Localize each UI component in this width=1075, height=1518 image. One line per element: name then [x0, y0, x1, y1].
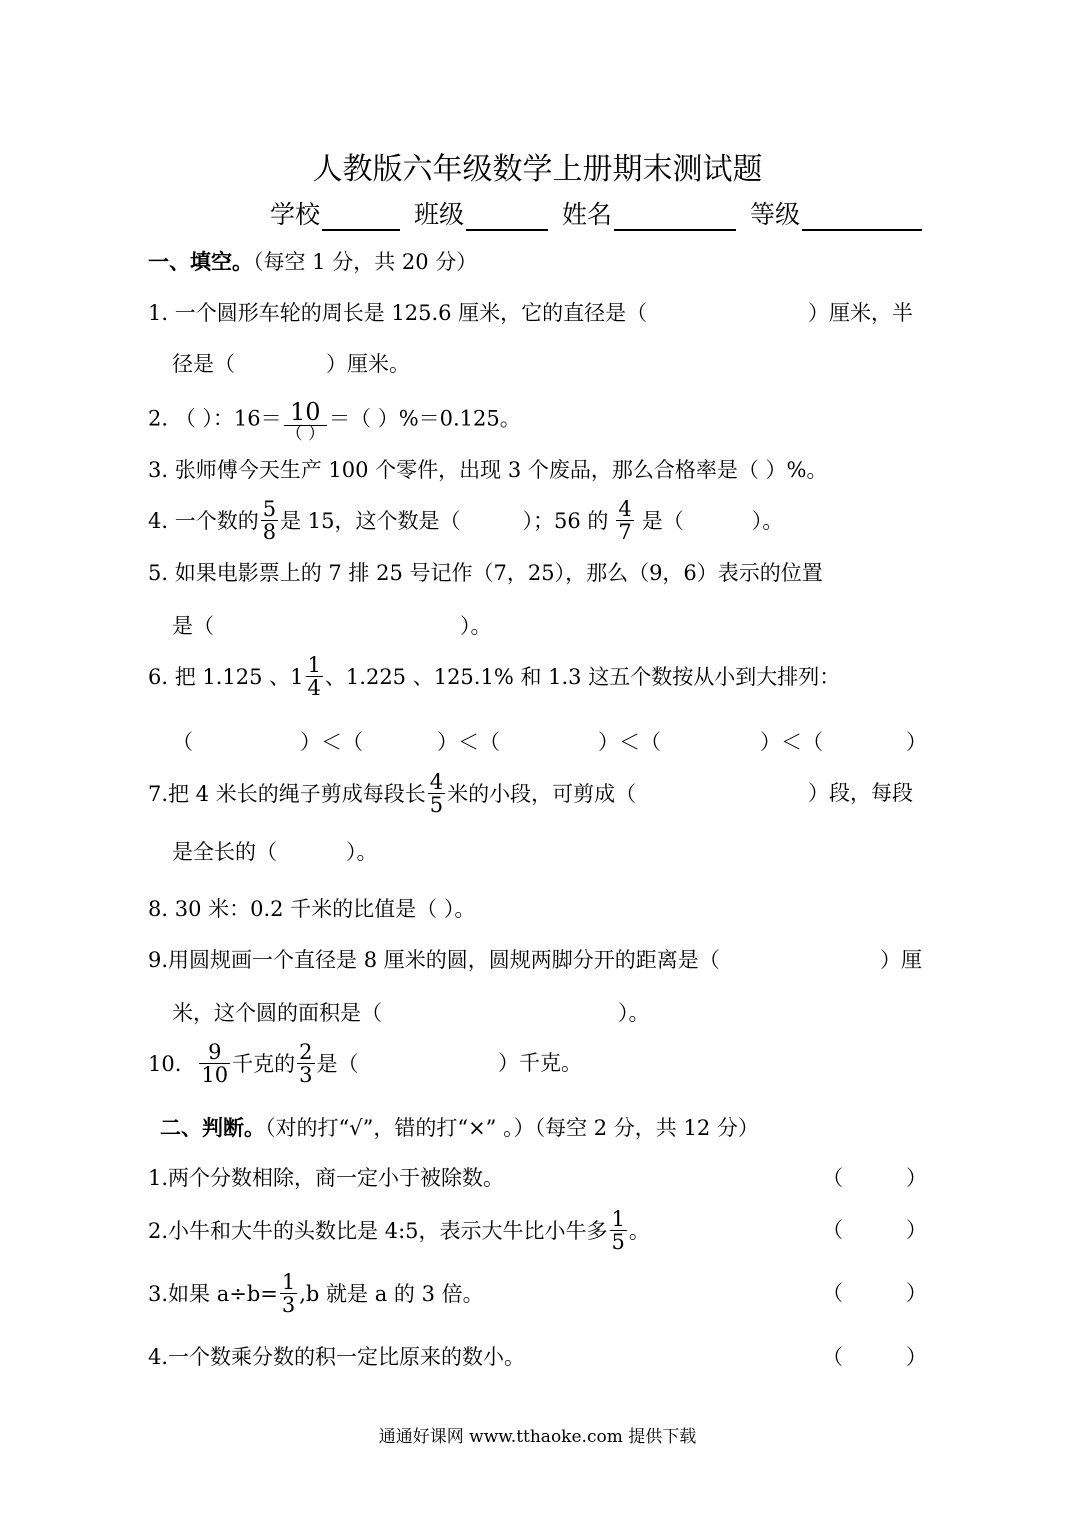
q6-fraction — [306, 654, 323, 699]
q6-order-p1: ）＜（ — [300, 730, 363, 754]
q7-f-num: 4 — [429, 770, 444, 794]
question-7-line2 — [172, 832, 277, 872]
question-10-end — [498, 1043, 582, 1083]
judge-4-text: 4.一个数乘分数的积一定比原来的数小。 — [148, 1345, 526, 1369]
q4-fraction-2 — [616, 498, 633, 543]
q5-text-b: 是（ — [172, 614, 214, 638]
q6-order-p0: （ — [172, 730, 193, 754]
q7-text-e: ）。 — [346, 840, 378, 864]
info-label-class: 班级 — [414, 200, 465, 229]
question-3 — [148, 450, 827, 490]
q6-f-num: 1 — [307, 653, 321, 677]
question-7-line2-end — [346, 832, 378, 872]
footer-text: 通通好课网 www.tthaoke.com 提供下载 — [378, 1427, 697, 1447]
q1-text-d: ）厘米。 — [326, 352, 410, 376]
q7-f-den: 5 — [429, 793, 444, 818]
section1-heading: 一、填空。 — [148, 249, 253, 274]
q2-frac-num: 10 — [284, 400, 327, 426]
q6-order-p2: ）＜（ — [437, 730, 500, 754]
question-1-line1 — [148, 293, 647, 333]
question-1-line1-end — [808, 293, 913, 333]
q6-order-p5: ） — [906, 730, 927, 754]
q4-text-d: 是（ — [641, 509, 684, 534]
section1-header — [148, 242, 477, 282]
class-blank[interactable] — [466, 199, 548, 231]
q6-text-b: 、1.225 、125.1% 和 1.3 这五个数按从小到大排列： — [324, 665, 841, 690]
question-5-line2-end — [460, 606, 492, 646]
school-blank[interactable] — [322, 199, 400, 231]
q2-text-a: 2. （ ）：16＝ — [148, 406, 282, 431]
info-label-grade: 等级 — [750, 200, 801, 229]
student-info-row — [270, 195, 922, 231]
judge-4 — [148, 1337, 525, 1377]
q1-text-a: 1. 一个圆形车轮的周长是 125.6 厘米，它的直径是（ — [148, 301, 648, 325]
question-6 — [148, 653, 841, 701]
section2-header — [160, 1108, 759, 1148]
judge-4-paren-right: ） — [906, 1345, 927, 1369]
q6-text-a: 6. 把 1.125 、1 — [148, 665, 304, 690]
judge-1-paren-right: ） — [906, 1166, 927, 1190]
q5-text-a: 5. 如果电影票上的 7 排 25 号记作（7，25），那么（9，6）表示的位置 — [148, 561, 823, 585]
judge-1-paren-left: （ — [822, 1166, 843, 1190]
q10-text-a: 10. — [148, 1052, 182, 1077]
judge-2-text-b: 。 — [628, 1219, 650, 1244]
q9-text-a: 9.用圆规画一个直径是 8 厘米的圆，圆规两脚分开的距离是（ — [148, 948, 720, 972]
q10-text-d: ）千克。 — [498, 1051, 582, 1075]
question-10 — [148, 1040, 359, 1088]
q4-text-a: 4. 一个数的 — [148, 509, 259, 534]
question-5-line2 — [172, 606, 214, 646]
judge-2-f-den: 5 — [611, 1230, 625, 1255]
q6-order-p3: ）＜（ — [598, 730, 661, 754]
judge-4-paren-left: （ — [822, 1345, 843, 1369]
judge-3-text-b: ,b 就是 a 的 3 倍。 — [299, 1282, 484, 1307]
judge-3 — [148, 1270, 484, 1318]
question-1-line2 — [172, 344, 235, 384]
section2-heading: 二、判断。 — [160, 1115, 265, 1140]
q2-text-b: ＝（ ）%＝0.125。 — [329, 406, 521, 431]
section2-note: （对的打“√”，错的打“×” 。）（每空 2 分，共 12 分） — [265, 1116, 759, 1140]
question-4 — [148, 497, 784, 545]
q6-order-p4: ）＜（ — [760, 730, 823, 754]
q8-text: 8. 30 米：0.2 千米的比值是（ ）。 — [148, 897, 476, 921]
q9-text-d: ）。 — [618, 1001, 650, 1025]
q4-text-e: ）。 — [751, 509, 784, 534]
q4-f2-den: 7 — [618, 520, 632, 545]
q4-f1-den: 8 — [262, 520, 277, 545]
grade-blank[interactable] — [802, 199, 922, 231]
judge-1-text: 1.两个分数相除，商一定小于被除数。 — [148, 1166, 505, 1190]
judge-3-paren-left: （ — [822, 1281, 843, 1305]
question-9-line1 — [148, 940, 720, 980]
q1-text-c: 径是（ — [172, 352, 235, 376]
q2-fraction — [284, 400, 327, 444]
q7-text-a: 7.把 4 米长的绳子剪成每段长 — [148, 782, 426, 807]
question-7-line1-end — [808, 773, 913, 813]
q9-text-b: ）厘 — [880, 948, 922, 972]
q10-f2-num: 2 — [299, 1040, 313, 1064]
q3-text: 3. 张师傅今天生产 100 个零件，出现 3 个废品，那么合格率是（ ）%。 — [148, 458, 828, 482]
judge-3-text-a: 3.如果 a÷b= — [148, 1282, 278, 1307]
question-9-line2 — [172, 993, 382, 1033]
q7-text-b: 米的小段，可剪成（ — [447, 782, 637, 807]
question-7-line1 — [148, 770, 637, 818]
question-2 — [148, 398, 521, 445]
judge-2 — [148, 1207, 650, 1255]
q10-text-b: 千克的 — [232, 1052, 296, 1077]
q7-fraction — [428, 771, 445, 816]
page-title: 人教版六年级数学上册期末测试题 — [312, 152, 763, 187]
q10-f1-num: 9 — [199, 1041, 230, 1064]
question-9-line1-end — [880, 940, 922, 980]
q4-text-c: ）；56 的 — [522, 509, 609, 534]
question-5-line1 — [148, 553, 823, 593]
q10-fraction-1 — [199, 1041, 230, 1086]
q5-text-c: ）。 — [460, 614, 492, 638]
question-8 — [148, 889, 475, 929]
judge-2-fraction — [610, 1208, 627, 1253]
judge-1 — [148, 1158, 504, 1198]
q7-text-d: 是全长的（ — [172, 840, 277, 864]
name-blank[interactable] — [614, 199, 736, 231]
judge-2-paren-right: ） — [906, 1218, 927, 1242]
q10-f2-den: 3 — [299, 1063, 313, 1088]
q4-f1-num: 5 — [262, 497, 277, 521]
judge-2-f-num: 1 — [611, 1207, 625, 1231]
q10-f1-den: 10 — [201, 1063, 229, 1088]
info-label-name: 姓名 — [562, 200, 613, 229]
q4-text-b: 是 15，这个数是（ — [280, 509, 461, 534]
q7-text-c: ）段，每段 — [808, 781, 913, 805]
q10-fraction-2 — [297, 1041, 314, 1086]
q10-text-c: 是（ — [316, 1052, 359, 1077]
judge-3-f-den: 3 — [281, 1293, 296, 1318]
section1-note: （每空 1 分，共 20 分） — [253, 250, 478, 274]
question-9-line2-end — [618, 993, 650, 1033]
q4-f2-num: 4 — [618, 497, 632, 521]
judge-3-paren-right: ） — [906, 1281, 927, 1305]
q9-text-c: 米，这个圆的面积是（ — [172, 1001, 382, 1025]
q1-text-b: ）厘米，半 — [808, 301, 913, 325]
judge-2-text-a: 2.小牛和大牛的头数比是 4:5，表示大牛比小牛多 — [148, 1219, 608, 1244]
q2-frac-den: （ ） — [285, 424, 326, 445]
judge-3-fraction — [280, 1271, 297, 1316]
info-label-school: 学校 — [270, 200, 321, 229]
judge-2-paren-left: （ — [822, 1218, 843, 1242]
q6-f-den: 4 — [307, 676, 321, 701]
judge-3-f-num: 1 — [281, 1270, 296, 1294]
question-1-line2-end — [326, 344, 410, 384]
q4-fraction-1 — [261, 498, 278, 543]
